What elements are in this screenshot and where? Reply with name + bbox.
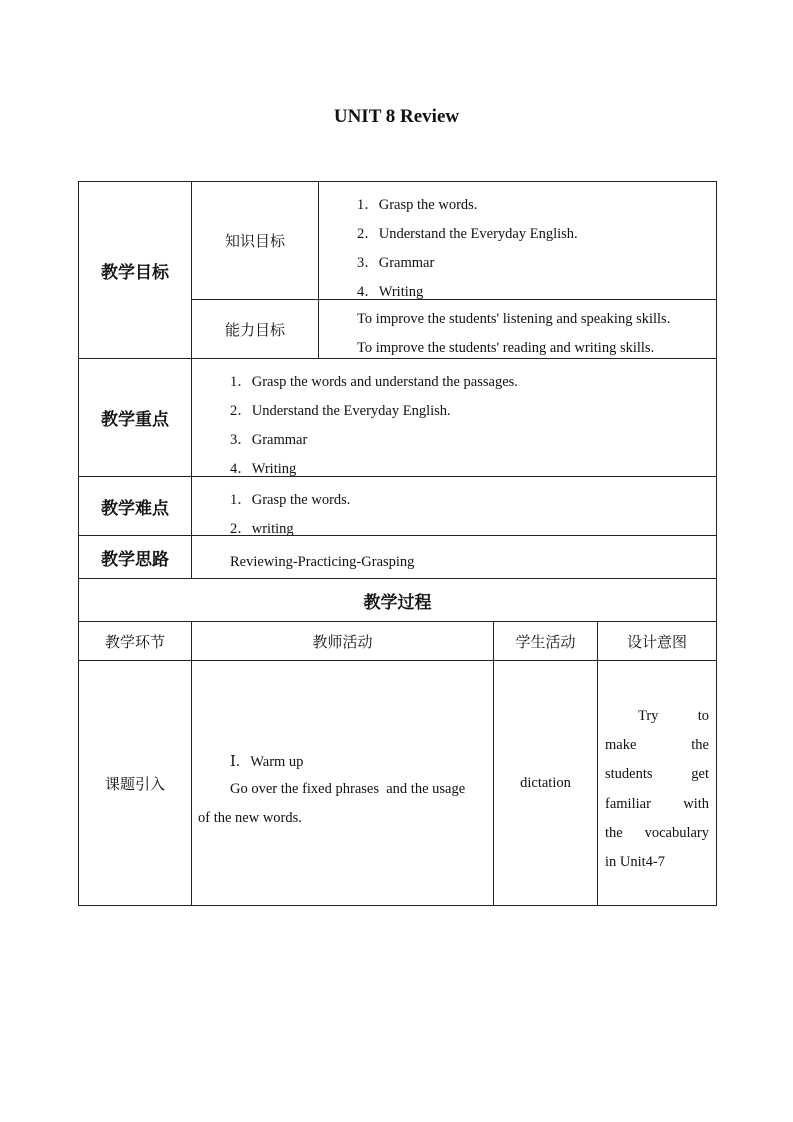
- process-stage-cell: [78, 660, 192, 906]
- purpose-line: students get: [605, 766, 709, 782]
- column-header-label: 设计意图: [626, 632, 687, 651]
- key-point-item: 4．Writing: [230, 461, 297, 477]
- design-purpose-cell: [597, 660, 717, 906]
- ability-label: 能力目标: [224, 320, 285, 339]
- page-title: UNIT 8 Review: [333, 106, 460, 127]
- knowledge-item: 3．Grammar: [357, 255, 435, 271]
- knowledge-items-cell: [318, 181, 717, 300]
- student-activity-cell: [493, 660, 598, 906]
- difficulties-items-cell: [191, 476, 717, 536]
- column-header-label: 教学环节: [104, 632, 165, 651]
- knowledge-label-cell: [191, 181, 319, 300]
- knowledge-item: 4．Writing: [357, 284, 424, 300]
- key-point-item: 2．Understand the Everyday English.: [230, 403, 451, 419]
- ability-items-cell: [318, 299, 717, 359]
- purpose-line: Try to: [638, 708, 709, 724]
- key-point-item: 3．Grammar: [230, 432, 308, 448]
- purpose-line: familiar with: [605, 796, 709, 812]
- teacher-activity-line: Go over the fixed phrases and the usage: [230, 781, 466, 797]
- purpose-line: make the: [605, 737, 709, 753]
- knowledge-label: 知识目标: [224, 232, 285, 250]
- student-activity: dictation: [520, 774, 571, 791]
- teacher-activity-cell: [191, 660, 494, 906]
- approach-text-cell: [191, 535, 717, 579]
- knowledge-item: 2．Understand the Everyday English.: [357, 226, 578, 242]
- key-points-items-cell: [191, 358, 717, 477]
- column-header-purpose: [597, 621, 717, 661]
- column-header-stage: [78, 621, 192, 661]
- column-header-label: 教师活动: [312, 632, 373, 651]
- knowledge-item: 1．Grasp the words.: [357, 197, 478, 213]
- difficulty-item: 2．writing: [230, 521, 294, 537]
- teacher-activity-line: of the new words.: [198, 810, 302, 826]
- ability-item: To improve the students' listening and speaking skills.: [357, 311, 671, 327]
- approach-label-cell: [78, 535, 192, 579]
- key-points-label-cell: [78, 358, 192, 477]
- process-heading-cell: [78, 578, 717, 622]
- column-header-teacher: [191, 621, 494, 661]
- purpose-line: in Unit4-7: [605, 854, 666, 870]
- ability-item: To improve the students' reading and writing skills.: [357, 340, 655, 356]
- difficulty-item: 1．Grasp the words.: [230, 492, 351, 508]
- process-heading: 教学过程: [363, 592, 432, 613]
- approach-text: Reviewing-Practicing-Grasping: [230, 554, 415, 570]
- difficulties-label-cell: [78, 476, 192, 536]
- purpose-line: the vocabulary: [605, 825, 709, 841]
- column-header-student: [493, 621, 598, 661]
- key-point-item: 1．Grasp the words and understand the passages.: [230, 374, 518, 390]
- objectives-label-cell: [78, 181, 192, 359]
- approach-label: 教学思路: [101, 549, 169, 570]
- process-stage: 课题引入: [104, 774, 165, 793]
- ability-label-cell: [191, 299, 319, 359]
- column-header-label: 学生活动: [515, 632, 576, 651]
- objectives-label: 教学目标: [101, 262, 169, 283]
- teacher-activity-heading: Ⅰ．Warm up: [230, 754, 304, 770]
- key-points-label: 教学重点: [101, 410, 169, 430]
- difficulties-label: 教学难点: [101, 498, 169, 519]
